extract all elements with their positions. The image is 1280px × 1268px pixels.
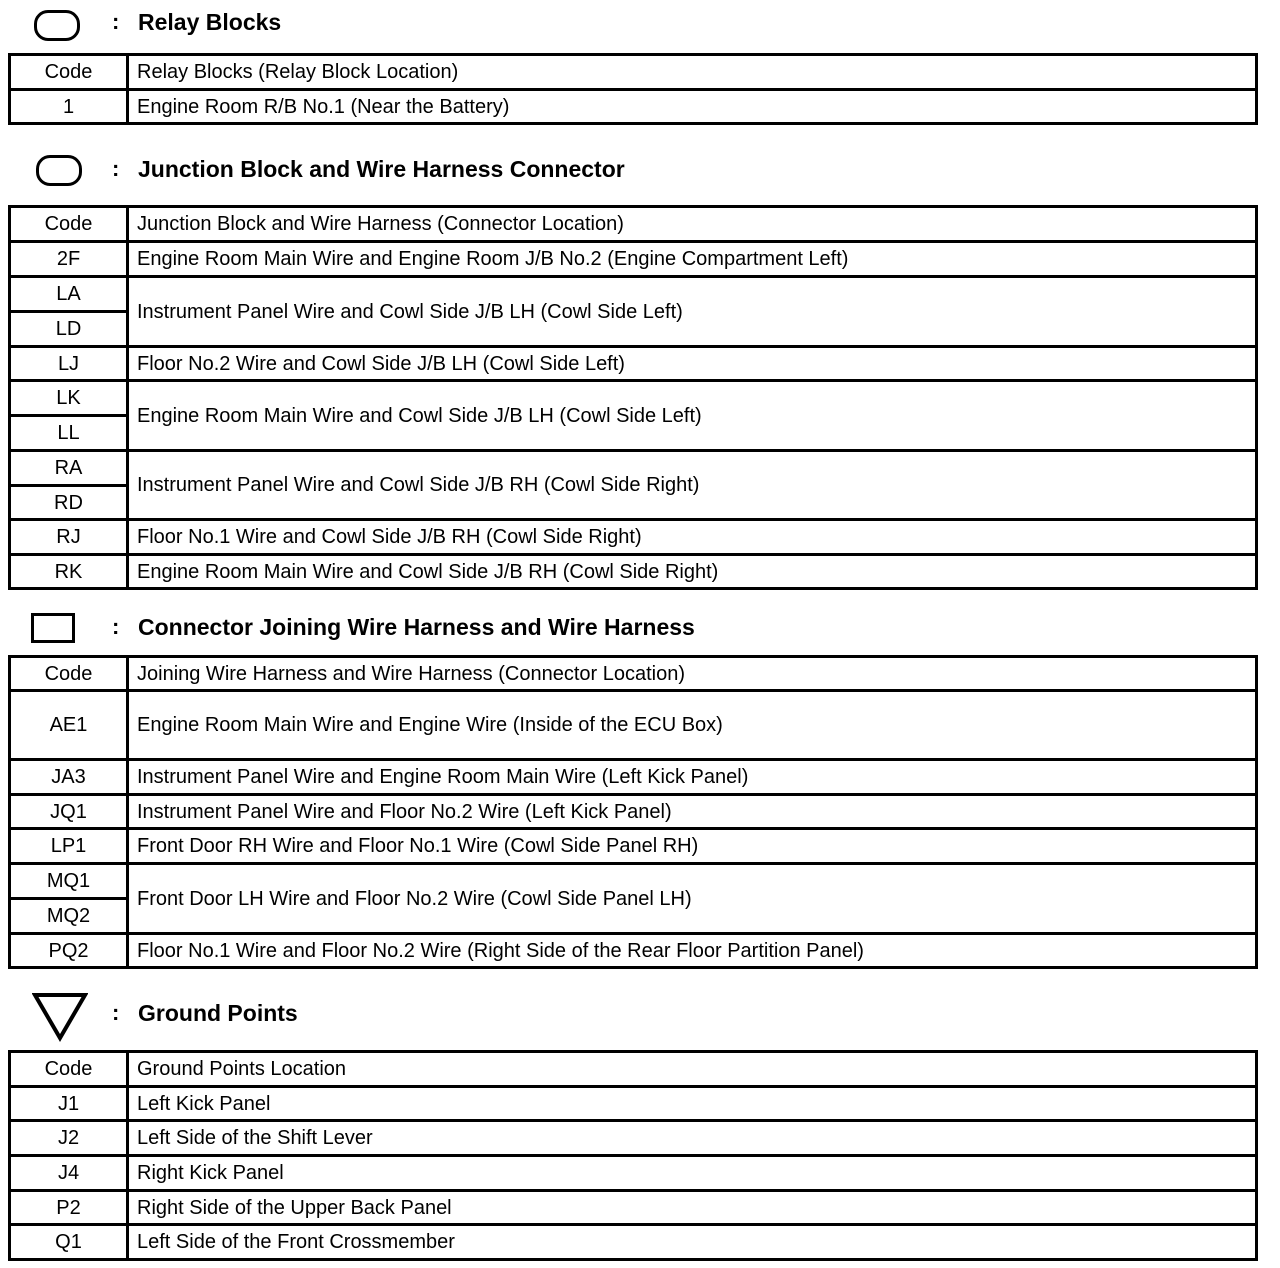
code-cell: LL xyxy=(10,416,128,451)
header-code: Code xyxy=(10,207,128,242)
connector-joining-table xyxy=(8,655,1258,969)
description-cell: Left Side of the Front Crossmember xyxy=(128,1225,1257,1260)
table-row xyxy=(10,1191,1257,1225)
header-code: Code xyxy=(10,1052,128,1087)
description-cell: Instrument Panel Wire and Cowl Side J/B RH (Cowl Side Right) xyxy=(128,451,1257,520)
heading-colon: : xyxy=(112,614,120,639)
table-row xyxy=(10,555,1257,589)
relay-blocks-table xyxy=(8,53,1258,125)
table-header-row xyxy=(10,657,1257,691)
code-cell: PQ2 xyxy=(10,934,128,968)
oval-symbol-icon xyxy=(36,155,82,186)
code-cell: LP1 xyxy=(10,829,128,864)
code-cell: J1 xyxy=(10,1087,128,1121)
code-cell: JA3 xyxy=(10,760,128,795)
section-heading-connector-joining xyxy=(0,610,1270,650)
header-code: Code xyxy=(10,657,128,691)
description-cell: Instrument Panel Wire and Floor No.2 Wire (Left Kick Panel) xyxy=(128,795,1257,829)
oval-symbol-icon xyxy=(34,10,80,41)
description-cell: Engine Room Main Wire and Cowl Side J/B RH (Cowl Side Right) xyxy=(128,555,1257,589)
description-cell: Left Kick Panel xyxy=(128,1087,1257,1121)
heading-colon: : xyxy=(112,1000,120,1025)
table-row xyxy=(10,691,1257,760)
table-row xyxy=(10,1156,1257,1191)
table-row xyxy=(10,451,1257,486)
section-title: Ground Points xyxy=(138,1000,298,1026)
code-cell: J4 xyxy=(10,1156,128,1191)
code-cell: J2 xyxy=(10,1121,128,1156)
section-heading-ground-points xyxy=(0,995,1270,1035)
description-cell: Engine Room Main Wire and Engine Wire (Inside of the ECU Box) xyxy=(128,691,1257,760)
table-row xyxy=(10,381,1257,416)
code-cell: Q1 xyxy=(10,1225,128,1260)
header-code: Code xyxy=(10,55,128,90)
table-row xyxy=(10,347,1257,381)
table-row xyxy=(10,1121,1257,1156)
junction-block-table xyxy=(8,205,1258,590)
description-cell: Engine Room Main Wire and Cowl Side J/B LH (Cowl Side Left) xyxy=(128,381,1257,451)
code-cell: MQ1 xyxy=(10,864,128,899)
description-cell: Right Kick Panel xyxy=(128,1156,1257,1191)
description-cell: Floor No.1 Wire and Floor No.2 Wire (Right Side of the Rear Floor Partition Panel) xyxy=(128,934,1257,968)
code-cell: RA xyxy=(10,451,128,486)
code-cell: LA xyxy=(10,277,128,312)
header-description: Ground Points Location xyxy=(128,1052,1257,1087)
table-row xyxy=(10,520,1257,555)
table-row xyxy=(10,242,1257,277)
header-description: Joining Wire Harness and Wire Harness (Connector Location) xyxy=(128,657,1257,691)
description-cell: Instrument Panel Wire and Engine Room Main Wire (Left Kick Panel) xyxy=(128,760,1257,795)
code-cell: RD xyxy=(10,486,128,520)
description-cell: Floor No.2 Wire and Cowl Side J/B LH (Cowl Side Left) xyxy=(128,347,1257,381)
section-heading-junction-block xyxy=(0,152,1270,192)
description-cell: Front Door RH Wire and Floor No.1 Wire (Cowl Side Panel RH) xyxy=(128,829,1257,864)
section-title: Relay Blocks xyxy=(138,9,282,35)
rectangle-symbol-icon xyxy=(31,613,75,643)
table-row xyxy=(10,1225,1257,1260)
table-row xyxy=(10,760,1257,795)
table-row xyxy=(10,277,1257,312)
table-row xyxy=(10,864,1257,899)
code-cell: LD xyxy=(10,312,128,347)
table-row xyxy=(10,934,1257,968)
header-description: Junction Block and Wire Harness (Connector Location) xyxy=(128,207,1257,242)
code-cell: RJ xyxy=(10,520,128,555)
heading-colon: : xyxy=(112,156,120,181)
table-header-row xyxy=(10,207,1257,242)
code-cell: 2F xyxy=(10,242,128,277)
table-row xyxy=(10,90,1257,124)
description-cell: Engine Room R/B No.1 (Near the Battery) xyxy=(128,90,1257,124)
section-title: Connector Joining Wire Harness and Wire Harness xyxy=(138,614,695,640)
table-header-row xyxy=(10,55,1257,90)
code-cell: LK xyxy=(10,381,128,416)
triangle-symbol-icon xyxy=(32,992,88,1042)
table-row xyxy=(10,829,1257,864)
section-heading-relay-blocks xyxy=(0,4,1270,44)
code-cell: JQ1 xyxy=(10,795,128,829)
description-cell: Engine Room Main Wire and Engine Room J/B No.2 (Engine Compartment Left) xyxy=(128,242,1257,277)
code-cell: LJ xyxy=(10,347,128,381)
description-cell: Floor No.1 Wire and Cowl Side J/B RH (Cowl Side Right) xyxy=(128,520,1257,555)
description-cell: Front Door LH Wire and Floor No.2 Wire (Cowl Side Panel LH) xyxy=(128,864,1257,934)
code-cell: RK xyxy=(10,555,128,589)
code-cell: P2 xyxy=(10,1191,128,1225)
table-header-row xyxy=(10,1052,1257,1087)
description-cell: Left Side of the Shift Lever xyxy=(128,1121,1257,1156)
section-title: Junction Block and Wire Harness Connector xyxy=(138,156,625,182)
description-cell: Instrument Panel Wire and Cowl Side J/B LH (Cowl Side Left) xyxy=(128,277,1257,347)
heading-colon: : xyxy=(112,9,120,34)
table-row xyxy=(10,795,1257,829)
table-row xyxy=(10,1087,1257,1121)
ground-points-table xyxy=(8,1050,1258,1261)
code-cell: AE1 xyxy=(10,691,128,760)
header-description: Relay Blocks (Relay Block Location) xyxy=(128,55,1257,90)
description-cell: Right Side of the Upper Back Panel xyxy=(128,1191,1257,1225)
code-cell: 1 xyxy=(10,90,128,124)
code-cell: MQ2 xyxy=(10,899,128,934)
